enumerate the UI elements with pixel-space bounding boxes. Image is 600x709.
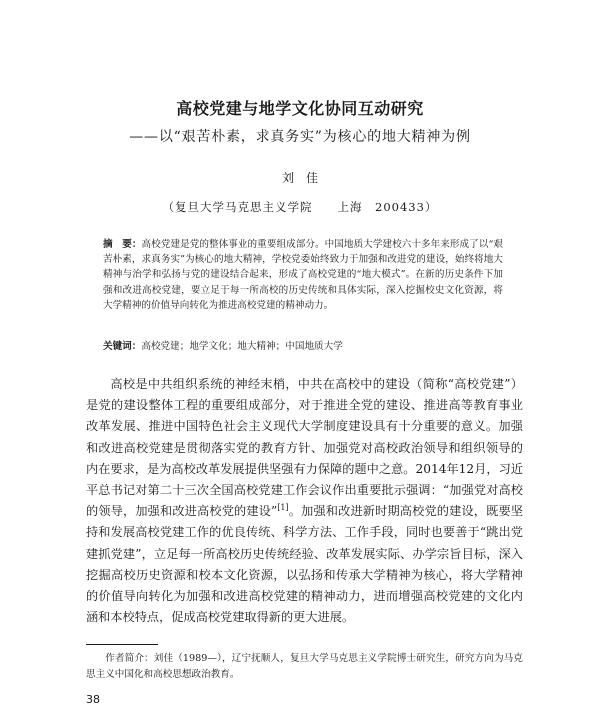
author-name: 刘佳 bbox=[281, 171, 330, 185]
author-affiliation: （复旦大学马克思主义学院 上海 200433） bbox=[162, 200, 438, 214]
keywords bbox=[103, 339, 503, 354]
reference-mark[interactable]: [1] bbox=[277, 503, 289, 513]
body-paragraph-start: 高校是中共组织系统的神经末梢，中共在高校中的建设（简称“高校党建”）是党的建设整体工程的重要组成部分，对于推进全党的建设、推进高等教育事业改革发展、推进中国特色社会主义现代大学制度建设具有十分重要的意义。加强和改进高校党建是贯彻落实党的教育方针、加强党对高校政治领导和组织领导的内在要求，是为高校改革发展提供坚强有力保障的题中之意。2014年12月，习近平总书记对第二十三次全国高校党建工作会议作出重要批示强调：“加强党对高校的领导，加强和改进高校党的建设” bbox=[86, 377, 523, 519]
article-title: 高校党建与地学文化协同互动研究 bbox=[176, 99, 424, 118]
body-paragraph bbox=[86, 374, 523, 628]
article-subtitle: ——以“艰苦朴素，求真务实”为核心的地大精神为例 bbox=[129, 129, 471, 145]
abstract-text: 高校党建是党的整体事业的重要组成部分。中国地质大学建校六十多年来形成了以“艰苦朴素，求真务实”为核心的地大精神，学校党委始终致力于加强和改进党的建设，始终将地大精神与治学和弘扬与党的建设结合起来，形成了高校党建的“地大模式”。在新的历史条件下加强和改进高校党建，要立足于每一所高校的历史传统和具体实际，深入挖掘校史文化资源，将大学精神的价值导向转化为推进高校党建的精神动力。 bbox=[103, 239, 503, 311]
footnote-divider bbox=[86, 644, 158, 645]
abstract bbox=[103, 237, 503, 313]
abstract-label: 摘 要： bbox=[103, 239, 142, 250]
keywords-label: 关键词： bbox=[103, 341, 142, 352]
author-footnote: 作者简介：刘佳（1989—），辽宁抚顺人，复旦大学马克思主义学院博士研究生，研究方向为马克思主义中国化和高校思想政治教育。 bbox=[86, 653, 523, 680]
keywords-text: 高校党建；地学文化；地大精神；中国地质大学 bbox=[141, 341, 343, 352]
page-number: 38 bbox=[86, 693, 100, 706]
body-paragraph-end: 。加强和改进新时期高校党的建设，既要坚持和发展高校党建工作的优良传统、科学方法、工作手段，同时也要善于“跳出党建抓党建”，立足每一所高校历史传统经验、改革发展实际、办学宗旨目标，深入挖掘高校历史资源和校本文化资源，以弘扬和传承大学精神为核心，将大学精神的价值导向转化为加强和改进高校党建的精神动力，进而增强高校党建的文化内涵和本校特点，促成高校党建取得新的更大进展。 bbox=[86, 504, 524, 625]
